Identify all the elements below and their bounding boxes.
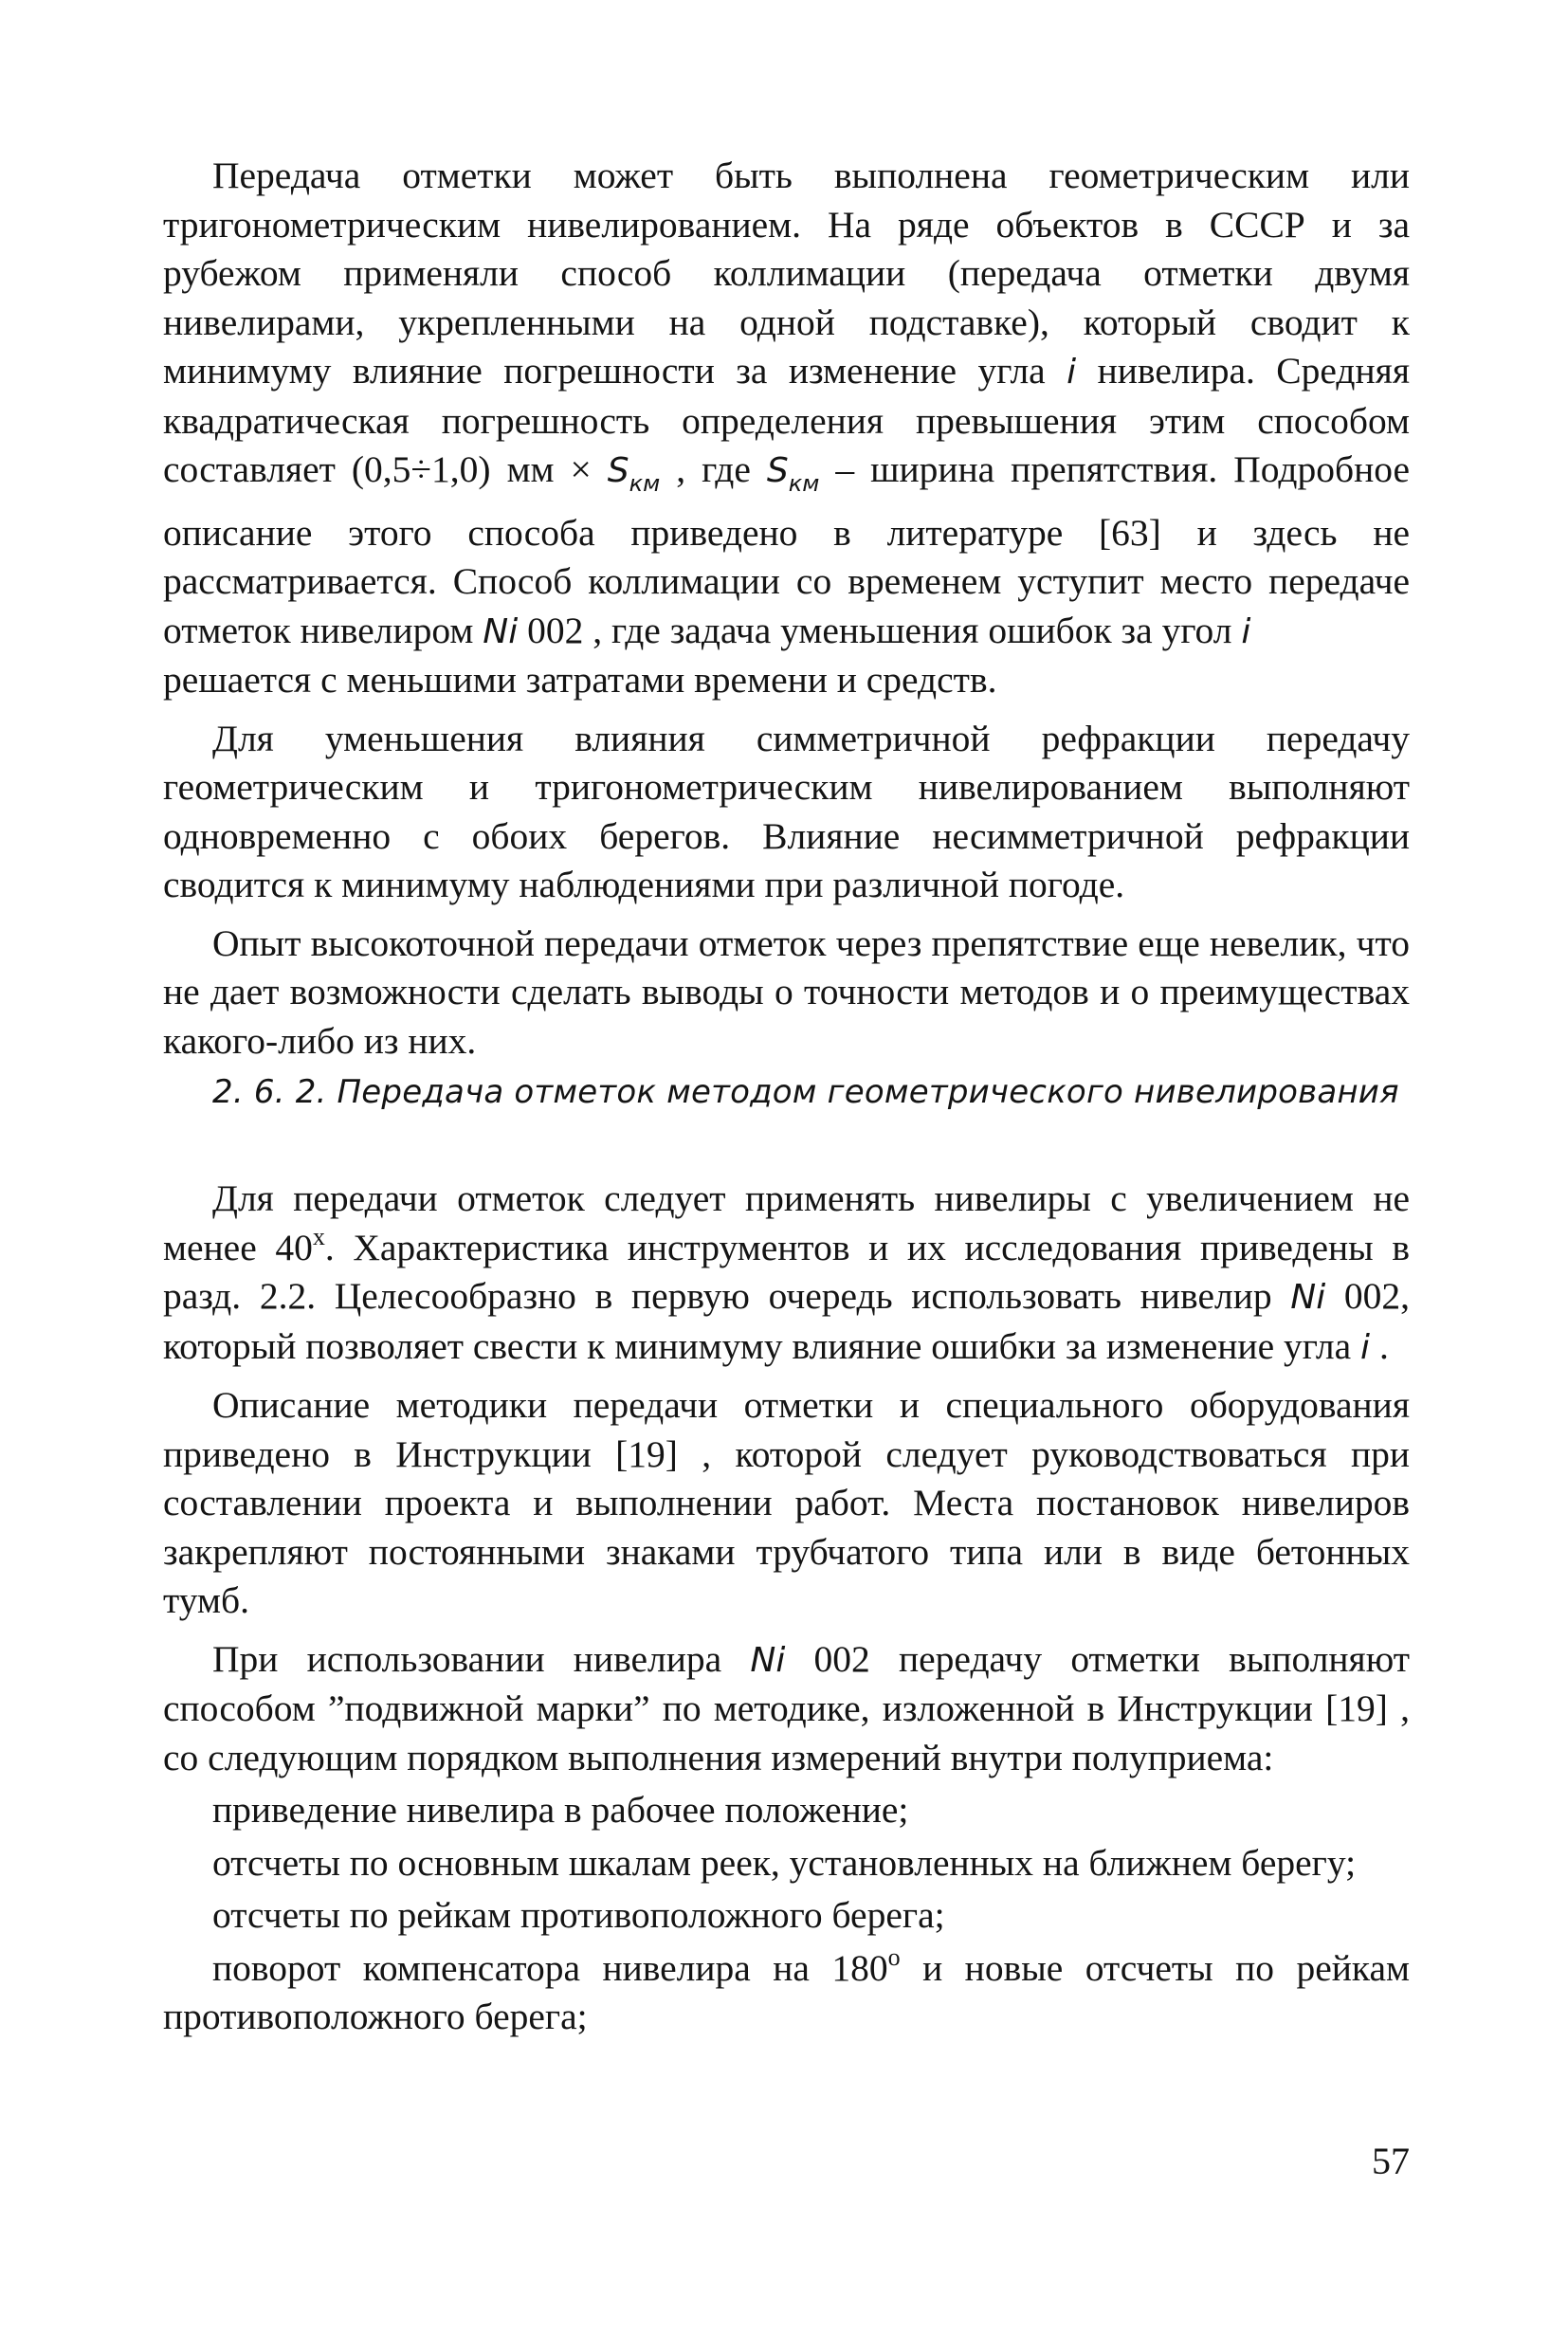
paragraph-text: и новые отсчеты по рейкам противоположного берега; — [163, 1946, 1410, 2037]
paragraph-text: 002 передачу отметки выполняют способом ”подвижной марки” по методике, изложенной в Инструкции [19] , со следующим порядком выполнения измерений внутри полуприема: — [163, 1637, 1410, 1778]
paragraph-instruments — [163, 1175, 1410, 1372]
list-item — [163, 1944, 1410, 2042]
paragraph-text: Передача отметки может быть выполнена геометрическим или тригонометрическим нивелированием. На ряде объектов в СССР и за рубежом применяли способ коллимации (передача отметки двумя нивелирами, укрепленными на одной подставке), который сводит к минимуму влияние погрешности за изменение угла — [163, 155, 1410, 392]
s-symbol: S — [607, 451, 629, 490]
page-number: 57 — [1372, 2140, 1410, 2182]
paragraph-text: . Характеристика инструментов и их исследования приведены в разд. 2.2. Целесообразно в первую очередь использовать нивелир — [163, 1226, 1410, 1317]
text-block-top — [163, 152, 1410, 1066]
angle-i-symbol: i — [1241, 611, 1251, 651]
s-symbol: S — [766, 451, 789, 490]
paragraph-text: 002, который позволяет свести к минимуму влияние ошибки за изменение угла — [163, 1275, 1411, 1367]
paragraph-instruction: Описание методики передачи отметки и специального оборудования приведено в Инструкции [19] , которой следует руководствоваться при составлении проекта и выполнении работ. Места постановок нивелиров закрепляют постоянными знаками трубчатого типа или в виде бетонных тумб. — [163, 1384, 1410, 1621]
km-subscript: км — [629, 470, 661, 497]
paragraph-text: нивелира. Средняя квадратическая погрешность определения превышения этим способом составляет (0,5÷1,0) мм × — [163, 350, 1410, 490]
list-item: отсчеты по основным шкалам реек, установленных на ближнем берегу; — [212, 1841, 1357, 1884]
degree-superscript: о — [887, 1942, 901, 1971]
ni-symbol: Ni — [1290, 1278, 1326, 1317]
paragraph-refraction: Для уменьшения влияния симметричной рефракции передачу геометрическим и тригонометрическим нивелированием выполняют одновременно с обоих берегов. Влияние несимметричной рефракции сводится к минимуму наблюдениями при различной погоде. — [163, 717, 1410, 905]
ni-symbol: Ni — [483, 611, 519, 651]
list-item: отсчеты по рейкам противоположного берега; — [212, 1894, 945, 1936]
angle-i-symbol: i — [1360, 1327, 1371, 1367]
magnification-superscript: х — [312, 1222, 325, 1250]
paragraph-text: Для передачи отметок следует применять нивелиры с увеличением не менее 40 — [163, 1177, 1410, 1268]
paragraph-text: , где — [660, 448, 767, 490]
section-heading: 2. 6. 2. Передача отметок методом геометрического нивелирования — [212, 1073, 1399, 1111]
km-subscript: км — [788, 470, 820, 497]
paragraph-moving-mark — [163, 1635, 1410, 1783]
ni-symbol: Ni — [750, 1640, 786, 1680]
paragraph-experience: Опыт высокоточной передачи отметок через препятствие еще невелик, что не дает возможности сделать выводы о точности методов и о преимуществах какого-либо из них. — [163, 921, 1410, 1062]
angle-i-symbol: i — [1067, 353, 1077, 392]
paragraph-text: – ширина препятствия. Подробное описание этого способа приведено в литературе [63] и здесь не рассматривается. Способ коллимации со временем уступит место передаче отметок нивелиром — [163, 448, 1410, 651]
paragraph-collimation — [163, 152, 1410, 705]
paragraph-text: 002 , где задача уменьшения ошибок за угол — [518, 609, 1242, 651]
paragraph-text: При использовании нивелира — [212, 1637, 751, 1680]
paragraph-text: решается с меньшими затратами времени и средств. — [163, 659, 997, 701]
paragraph-text: . — [1370, 1324, 1389, 1367]
paragraph-text: поворот компенсатора нивелира на 180 — [212, 1946, 888, 1989]
text-block-bottom — [163, 1175, 1410, 2042]
list-item: приведение нивелира в рабочее положение; — [212, 1789, 909, 1831]
